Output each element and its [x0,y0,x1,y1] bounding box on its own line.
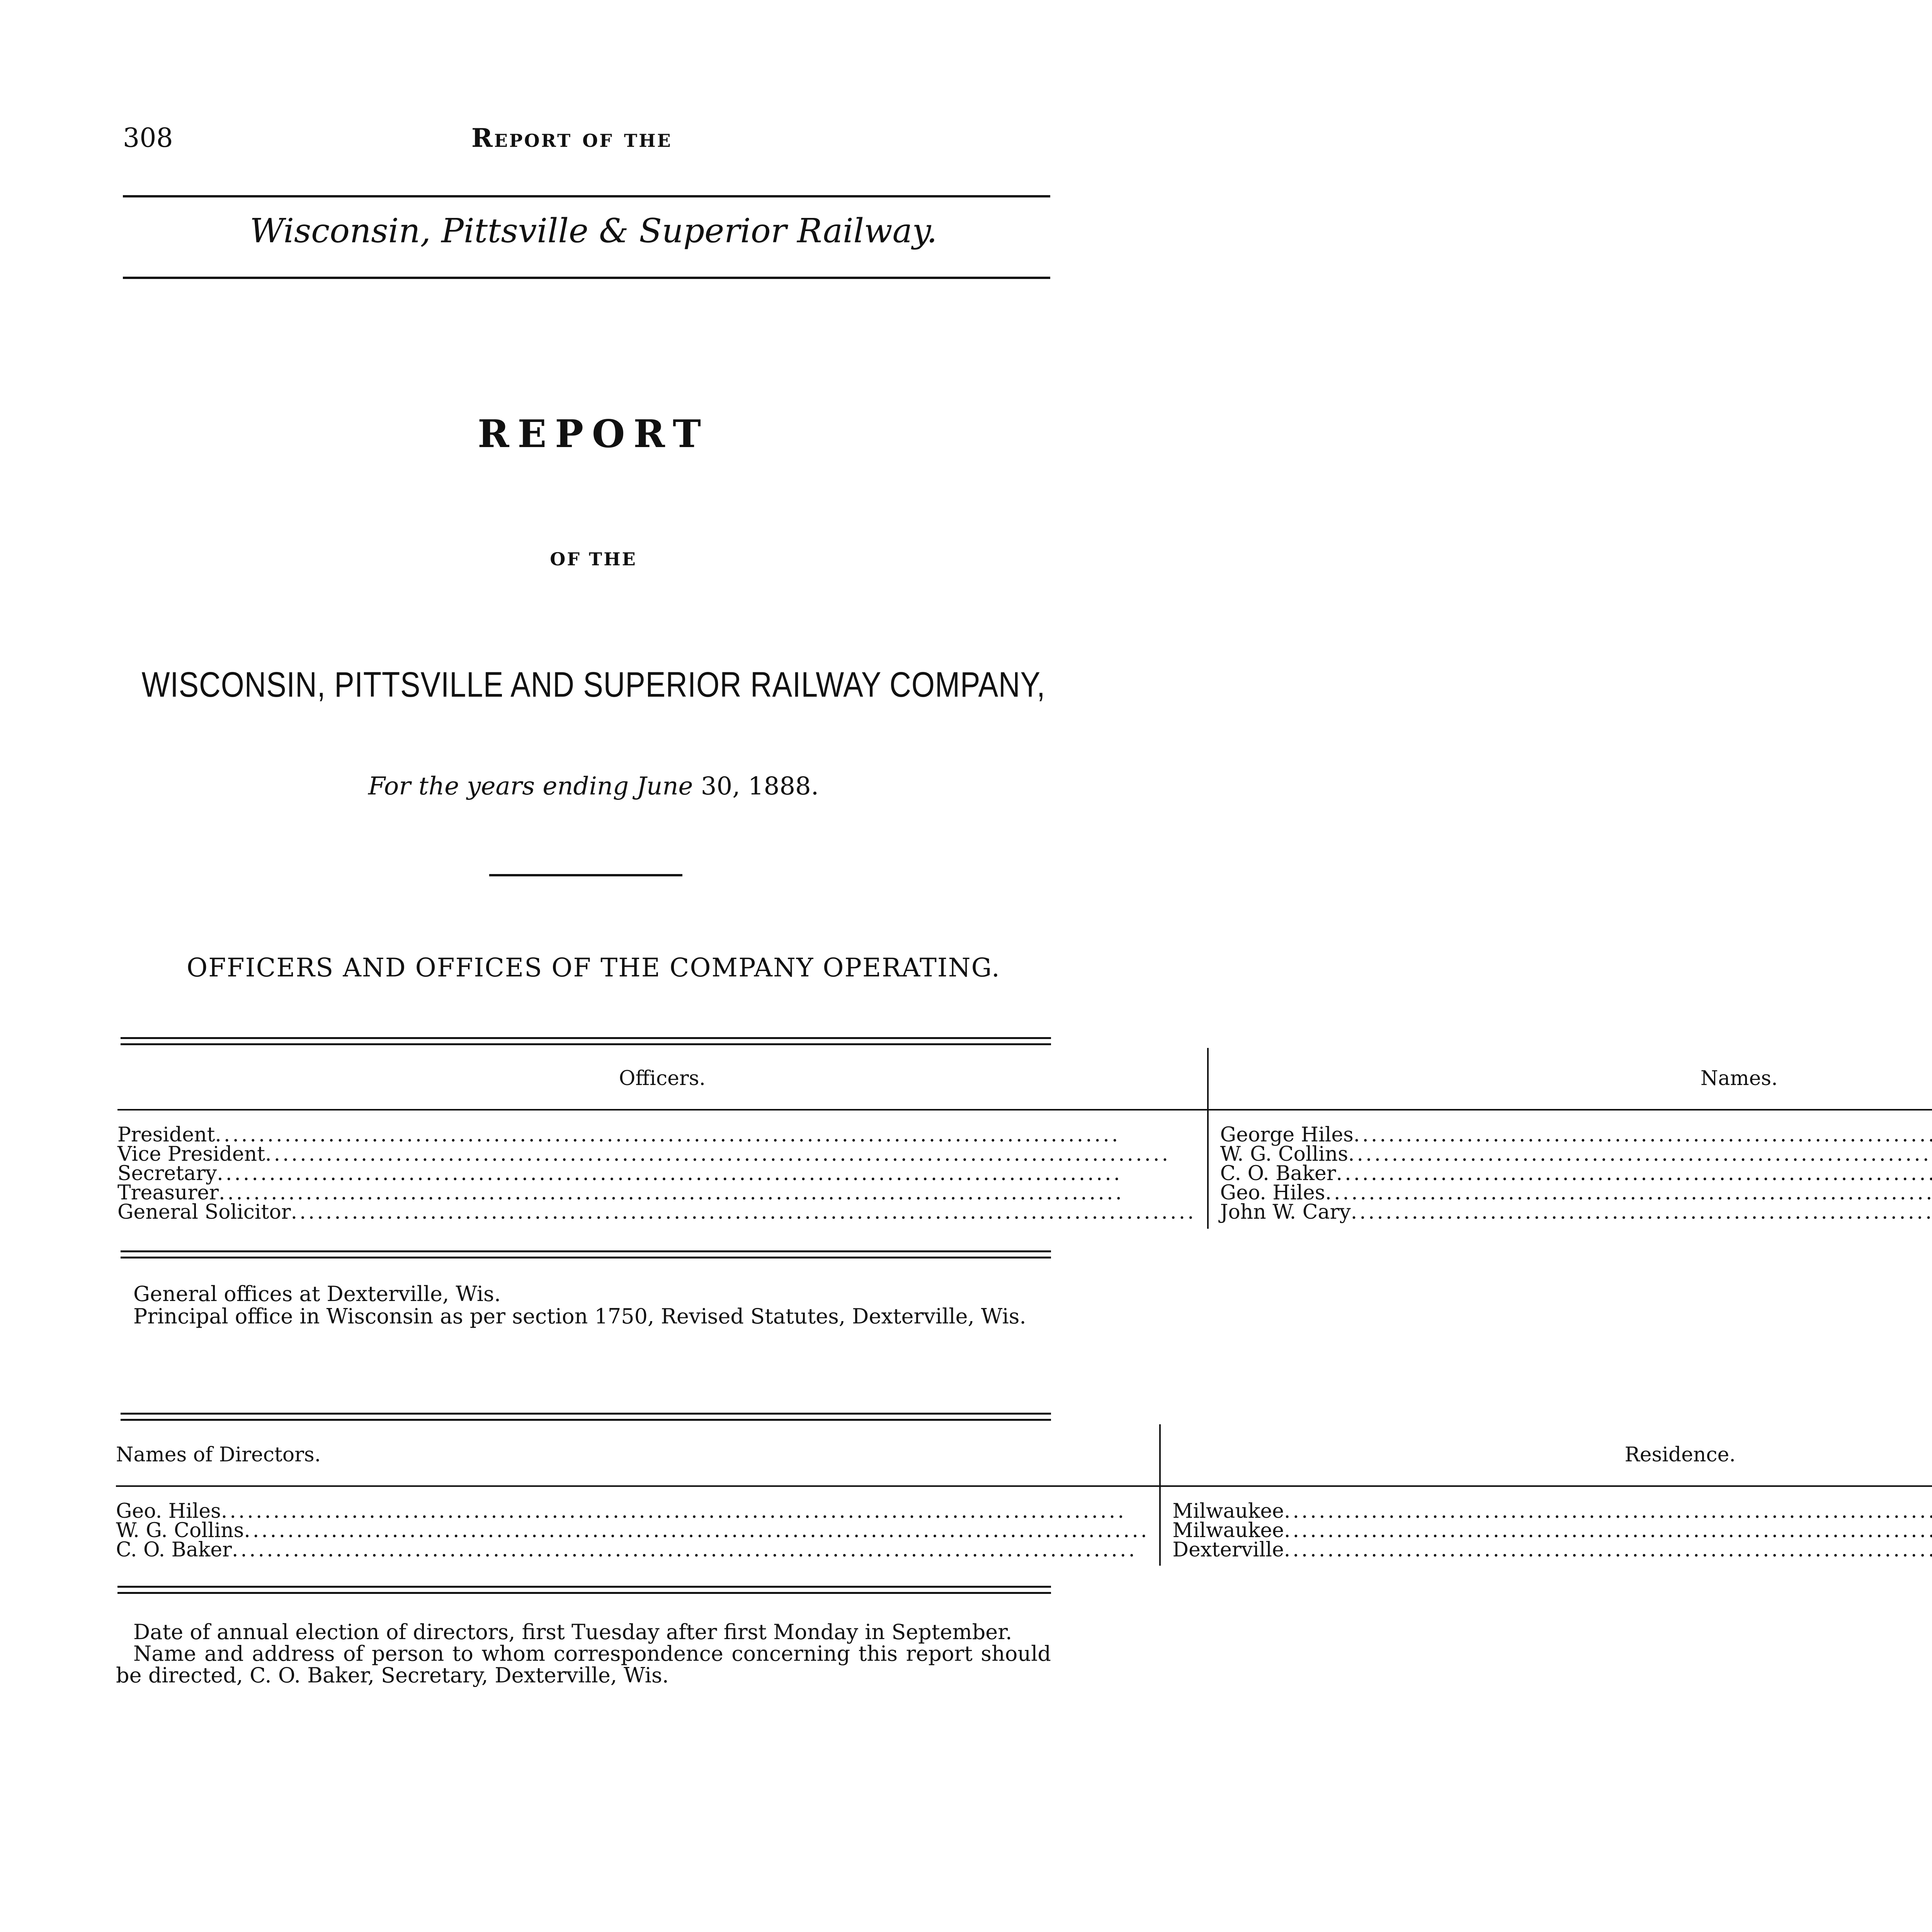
leader-dots [265,1145,1196,1164]
leader-dots [1284,1502,1932,1521]
leader-dots [215,1125,1196,1145]
office-row-secretary [117,1164,1196,1183]
leader-dots [244,1521,1149,1540]
leader-dots [217,1164,1196,1183]
general-offices-note: General offices at Dexterville, Wis. [133,1282,501,1306]
officers-column-header: Officers. [117,1048,1208,1110]
officers-table-rule-bottom-2 [121,1257,1051,1259]
directors-names-left-cell [116,1486,1160,1566]
office-label: Vice President [117,1143,265,1166]
directors-residence-header-left: Residence. [1160,1424,1932,1486]
officer-name-row [1220,1125,1932,1145]
page-number: 308 [123,123,173,153]
office-row-treasurer [117,1183,1196,1202]
directors-table-header [116,1424,1932,1486]
leader-dots [1284,1521,1932,1540]
officers-table-rule-bottom-1 [121,1250,1051,1252]
title-divider [489,874,682,876]
officer-name-row [1220,1202,1932,1222]
office-row-general-solicitor [117,1202,1196,1222]
director-name: W. G. Collins [116,1519,244,1542]
directors-table-rule-bottom-1 [117,1586,1051,1588]
directors-names-header-left: Names of Directors. [116,1424,1160,1486]
header-rule-bottom [123,277,1050,279]
correspondence-note [116,1643,1051,1686]
office-label: General Solicitor [117,1201,291,1224]
officer-name-row [1220,1145,1932,1164]
report-period [0,772,1187,801]
leader-dots [1325,1183,1932,1202]
names-cell [1208,1110,1932,1229]
leader-dots [232,1540,1149,1560]
directors-table-rule-bottom-2 [117,1592,1051,1594]
residence-row [1172,1521,1932,1540]
of-the-label: OF THE [550,549,637,570]
footer-notes [116,1621,1051,1686]
officers-table-body [117,1110,1932,1229]
leader-dots [219,1183,1196,1202]
directors-table [116,1424,1932,1566]
directors-table-rule-top-2 [121,1419,1051,1421]
correspondence-note-text: Name and address of person to whom correspondence concerning this report should be directed, C. O. Baker, Secretary, Dexterville, Wis. [116,1641,1051,1687]
office-label: Treasurer [117,1181,219,1204]
principal-office-note: Principal office in Wisconsin as per section 1750, Revised Statutes, Dexterville, Wis. [133,1304,1026,1328]
leader-dots [1284,1540,1932,1560]
director-name: C. O. Baker [116,1538,232,1561]
report-period-date: 30, 1888. [701,772,819,801]
director-row [116,1521,1149,1540]
officers-table-header [117,1048,1932,1110]
officer-name: Geo. Hiles [1220,1181,1325,1204]
office-label: President [117,1123,215,1146]
director-residence: Milwaukee [1172,1500,1284,1523]
election-note: Date of annual election of directors, first Tuesday after first Monday in September. [133,1620,1012,1644]
office-row-president [117,1125,1196,1145]
officer-name: George Hiles [1220,1123,1354,1146]
director-residence: Dexterville [1172,1538,1284,1561]
leader-dots [221,1502,1150,1521]
residence-row [1172,1502,1932,1521]
directors-table-rule-top-1 [121,1413,1051,1415]
officer-name-row [1220,1183,1932,1202]
report-period-italic: For the years ending June [368,772,693,801]
director-row [116,1540,1149,1560]
director-residence: Milwaukee [1172,1519,1284,1542]
officers-table [117,1048,1932,1229]
director-name: Geo. Hiles [116,1500,221,1523]
officer-name: W. G. Collins [1220,1143,1348,1166]
officer-name: C. O. Baker [1220,1162,1336,1185]
names-column-header: Names. [1208,1048,1932,1110]
report-title: REPORT [478,412,709,456]
officer-name-row [1220,1164,1932,1183]
officers-table-rule-top-1 [121,1037,1051,1039]
leader-dots [291,1202,1196,1222]
leader-dots [1354,1125,1932,1145]
residence-row [1172,1540,1932,1560]
officer-name: John W. Cary [1220,1201,1351,1224]
company-name: WISCONSIN, PITTSVILLE AND SUPERIOR RAILWAY COMPANY, [141,665,1046,704]
offices-cell [117,1110,1208,1229]
header-rule-top [123,195,1050,197]
railway-name-heading: Wisconsin, Pittsville & Superior Railway. [250,212,937,250]
office-label: Secretary [117,1162,217,1185]
officers-table-rule-top-2 [121,1043,1051,1045]
office-row-vice-president [117,1145,1196,1164]
leader-dots [1351,1202,1932,1222]
directors-residence-left-cell [1160,1486,1932,1566]
officers-heading: OFFICERS AND OFFICES OF THE COMPANY OPERATING. [186,953,1001,983]
leader-dots [1336,1164,1932,1183]
director-row [116,1502,1149,1521]
running-head: Report of the [471,123,672,153]
leader-dots [1348,1145,1932,1164]
offices-notes [133,1283,1026,1328]
directors-table-body [116,1486,1932,1566]
